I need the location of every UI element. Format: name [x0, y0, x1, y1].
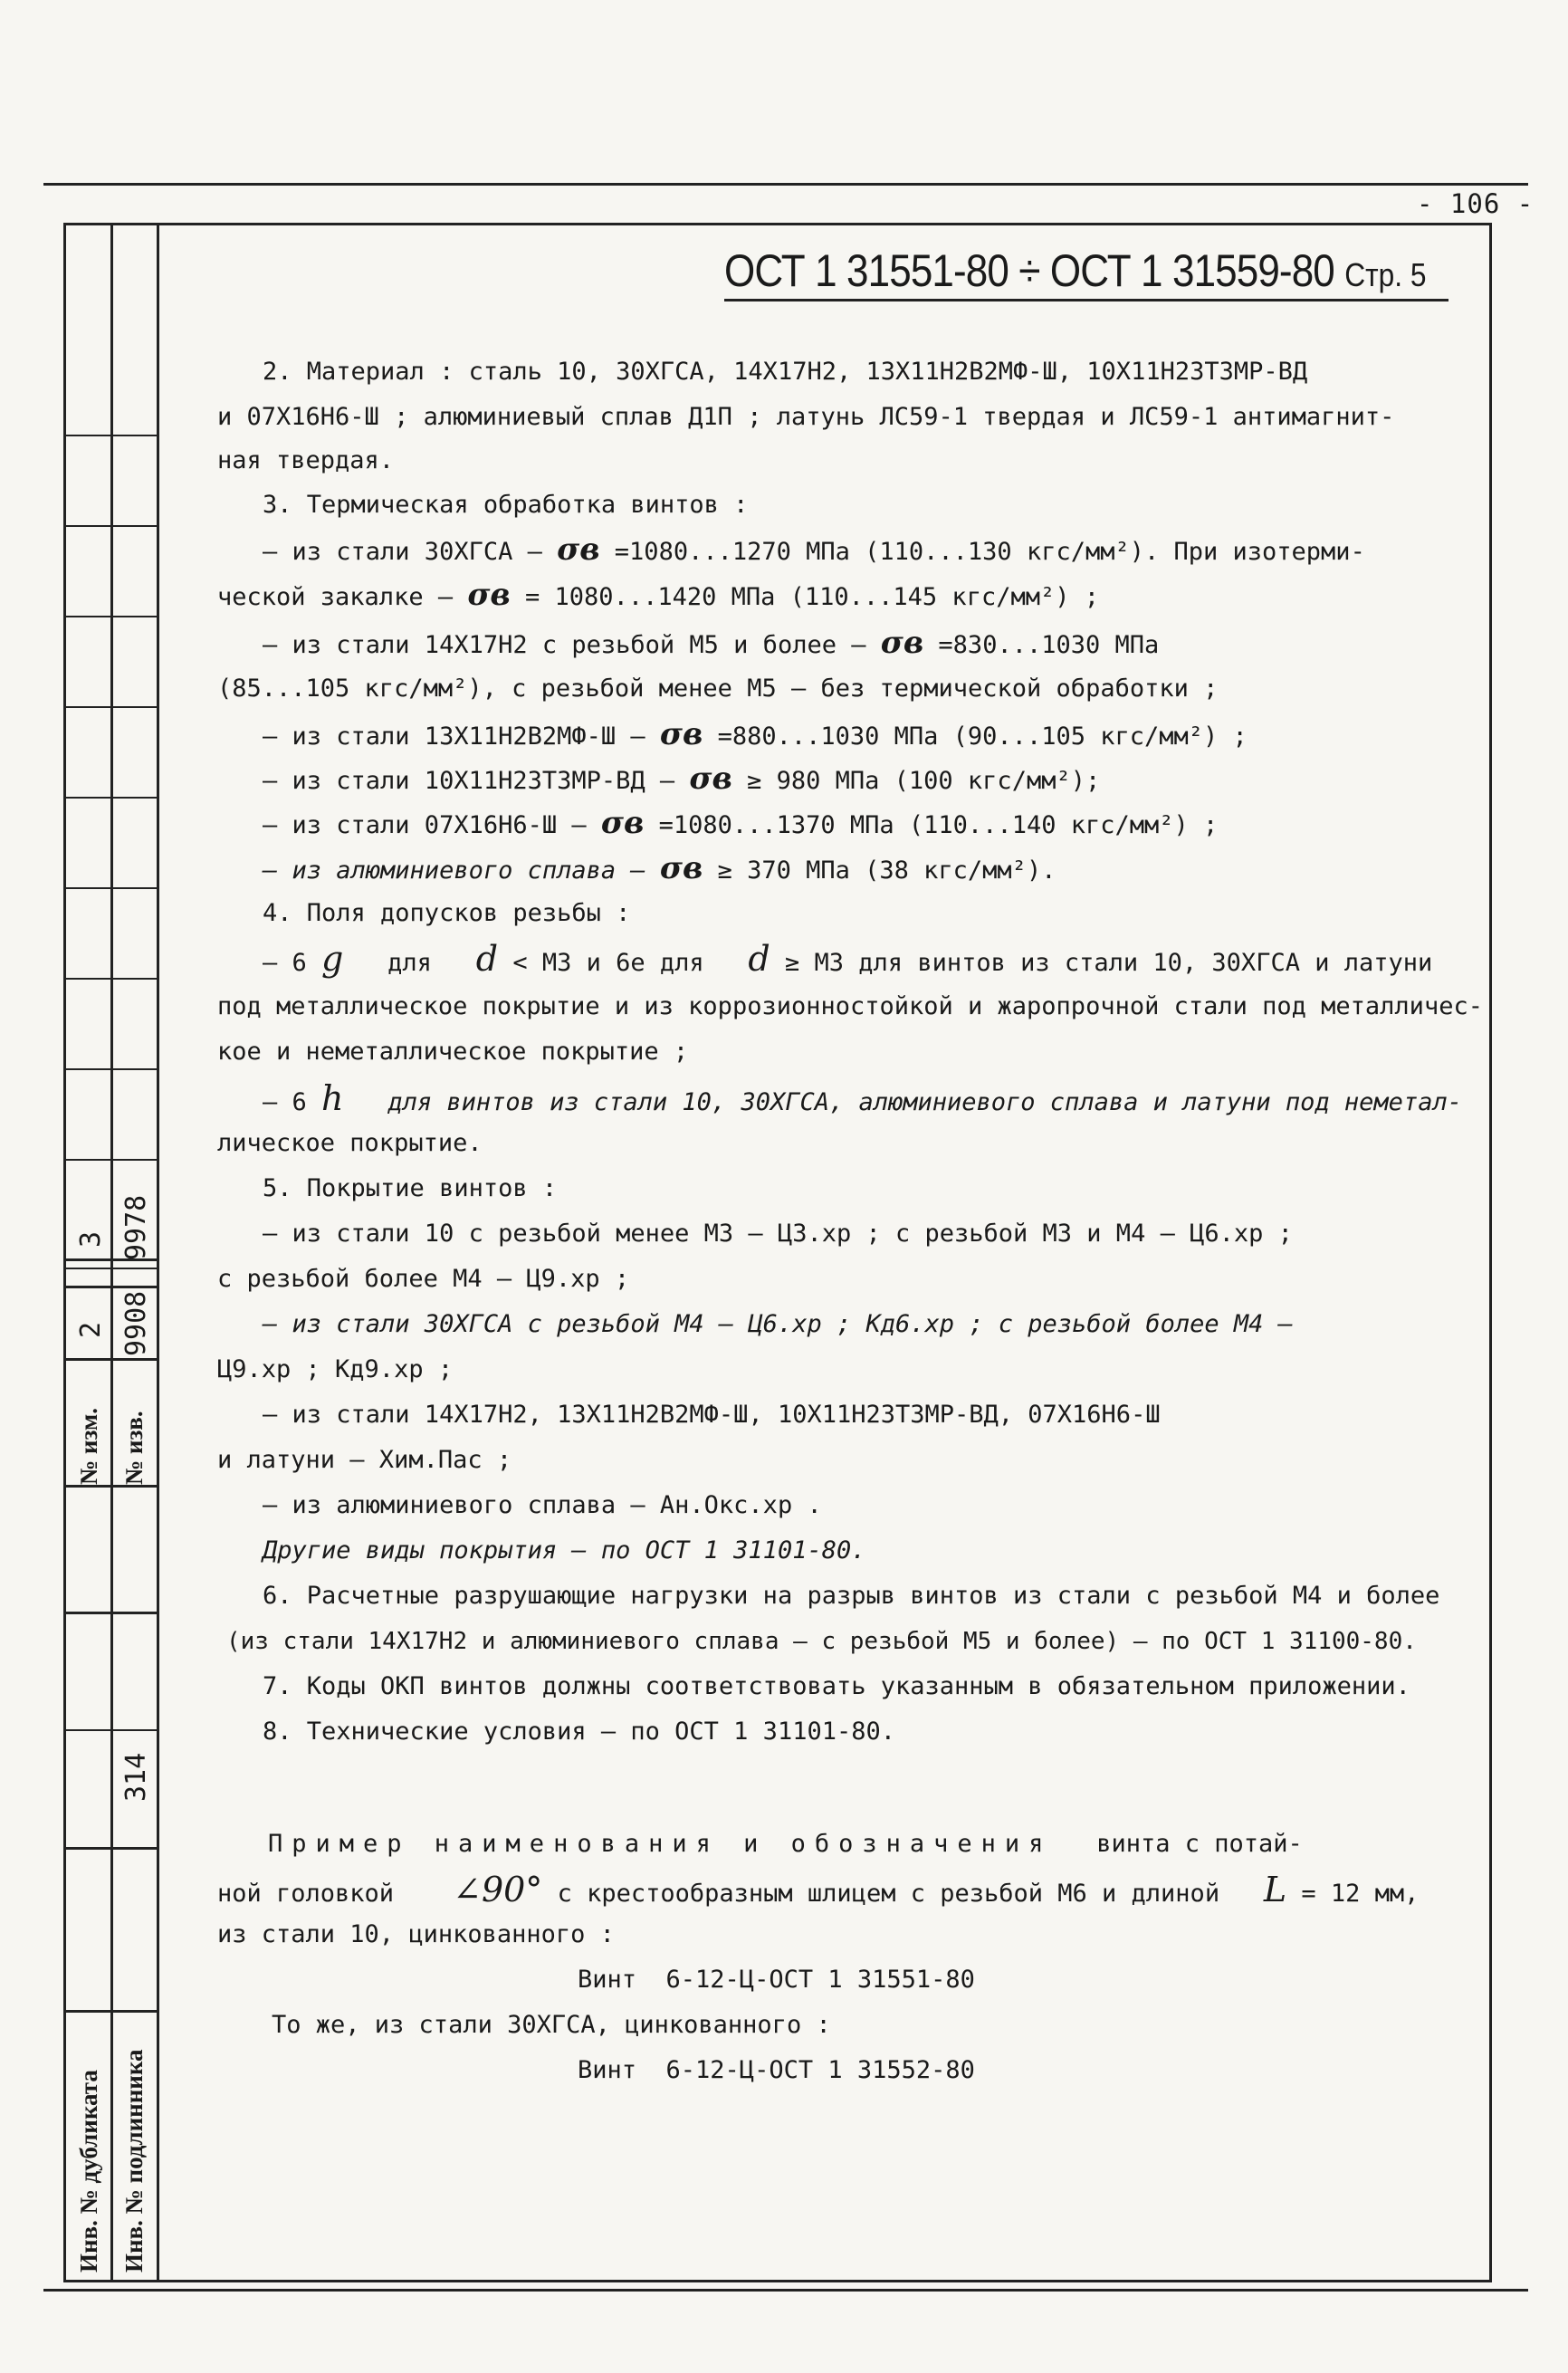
sidebar-rule: [63, 978, 158, 980]
change-number-label: № изм.: [75, 1407, 102, 1485]
text-line: =880...1030 МПа (90...105 кгс/мм²) ;: [717, 722, 1248, 751]
text-line: с резьбой более М4 – Ц9.хр ;: [217, 1265, 630, 1293]
text-line: [263, 850, 1056, 886]
text-line: для винтов из стали 10, 30ХГСА, алюминиевого сплава и латуни под неметал-: [387, 1088, 1462, 1116]
text-line: 5. Покрытие винтов :: [263, 1174, 558, 1202]
text-line: То же, из стали 30ХГСА, цинкованного :: [272, 2011, 831, 2039]
sidebar-rule: [63, 1485, 158, 1488]
text-line: Другие виды покрытия – по ОСТ 1 31101-80.: [263, 1536, 866, 1564]
text-line: [217, 402, 1394, 433]
original-inventory-label: Инв. № подлинника: [120, 2049, 148, 2273]
diameter-symbol: d: [748, 939, 770, 979]
sidebar-rule: [63, 1068, 158, 1070]
designation-example: Винт 6-12-Ц-ОСТ 1 31552-80: [578, 2056, 975, 2084]
text-line: (из стали 14Х17Н2 и алюминиевого сплава – с резьбой М5 и более) – по ОСТ 1 31100-80.: [226, 1628, 1417, 1655]
text-line: ≥ М3 для винтов из стали 10, 30ХГСА и латуни: [785, 949, 1433, 977]
text-line: – из стали 13Х11Н2В2МФ-Ш –: [263, 722, 645, 751]
bottom-rule: [43, 2289, 1528, 2292]
text-line: – из алюминиевого сплава –: [263, 856, 645, 885]
standard-range: ОСТ 1 31551-80 ÷ ОСТ 1 31559-80: [724, 245, 1334, 296]
sigma-symbol: σв: [689, 761, 732, 797]
sidebar-rule: [63, 1847, 158, 1850]
sigma-symbol: σв: [659, 850, 703, 886]
text-line: 3. Термическая обработка винтов :: [263, 491, 749, 519]
frame-right-border: [1489, 223, 1492, 2282]
original-inventory-number: 314: [120, 1752, 152, 1802]
text-line: из стали 10, цинкованного :: [217, 1920, 615, 1948]
sidebar-rule: [63, 1159, 158, 1161]
text-line: ная твердая.: [217, 446, 395, 474]
text-line: [263, 716, 1248, 752]
sigma-symbol: σв: [880, 625, 924, 661]
doc-number-9978: 9978: [120, 1194, 152, 1260]
change-number-2: 2: [75, 1321, 107, 1338]
text-line: 7. Коды ОКП винтов должны соответствовать указанным в обязательном приложении.: [263, 1672, 1410, 1700]
sigma-symbol: σв: [557, 531, 600, 568]
example-heading: Пример наименования и обозначения: [268, 1830, 1053, 1858]
sidebar-rule: [63, 1358, 158, 1361]
text-line: [263, 627, 1159, 661]
sigma-symbol: σв: [467, 577, 511, 613]
text-line: =1080...1270 МПа (110...130 кгс/мм²). При изотерми-: [614, 538, 1365, 566]
doc-number-label: № изв.: [120, 1411, 148, 1485]
text-line: – из стали 30ХГСА –: [263, 538, 542, 566]
doc-number-9908: 9908: [120, 1290, 152, 1356]
duplicate-inventory-label: Инв. № дубликата: [75, 2070, 102, 2273]
text-line: [263, 1078, 1462, 1118]
text-line: [217, 579, 1099, 613]
text-line: = 12 мм,: [1301, 1880, 1420, 1908]
text-line: – из стали 10Х11Н23Т3МР-ВД –: [263, 767, 675, 795]
text-line: [263, 805, 1219, 841]
text-line: – из стали 14Х17Н2, 13Х11Н2В2МФ-Ш, 10Х11Н23Т3МР-ВД, 07Х16Н6-Ш: [263, 1401, 1161, 1429]
sidebar-rule: [63, 706, 158, 708]
sidebar-rule: [63, 887, 158, 889]
text-line: для: [387, 949, 432, 977]
title-underline: [724, 299, 1448, 301]
sidebar-rule: [63, 2010, 158, 2013]
text-line: =1080...1370 МПа (110...140 кгс/мм²) ;: [658, 811, 1219, 839]
text-line: [268, 1829, 1303, 1860]
tolerance-symbol: g: [321, 939, 344, 979]
sheet-number: Стр. 5: [1344, 256, 1427, 293]
designation-example: Винт 6-12-Ц-ОСТ 1 31551-80: [578, 1966, 975, 1994]
text-line: [263, 939, 1433, 979]
sidebar-rule: [63, 435, 158, 436]
sidebar-rule: [63, 525, 158, 527]
text-line: – из стали 07Х16Н6-Ш –: [263, 811, 587, 839]
text-line: под металлическое покрытие и из коррозионностойкой и жаропрочной стали под металличес-: [217, 992, 1483, 1020]
text-line: [263, 531, 1365, 568]
sigma-symbol: σв: [600, 805, 645, 841]
text-line: ≥ 980 МПа (100 кгс/мм²);: [747, 767, 1101, 795]
page-number: - 106 -: [1417, 188, 1535, 219]
sidebar-rule: [63, 1612, 158, 1614]
top-rule: [43, 183, 1528, 186]
frame-bottom-border: [63, 2280, 1492, 2282]
sidebar-rule: [63, 1268, 158, 1269]
text-line: – из стали 10 с резьбой менее М3 – Ц3.хр ; с резьбой М3 и М4 – Ц6.хр ;: [263, 1220, 1293, 1248]
text-line: – из стали 14Х17Н2 с резьбой М5 и более –: [263, 631, 866, 659]
text-line: лическое покрытие.: [217, 1129, 483, 1157]
text-line: < М3 и 6е для: [512, 949, 704, 977]
text-line: – 6: [263, 1088, 307, 1116]
frame-left-border: [63, 223, 66, 2282]
text-line: 6. Расчетные разрушающие нагрузки на разрыв винтов из стали с резьбой М4 и более: [263, 1582, 1440, 1610]
text-line: и латуни – Хим.Пас ;: [217, 1446, 512, 1474]
text-line: 4. Поля допусков резьбы :: [263, 899, 631, 927]
text-line: с крестообразным шлицем с резьбой М6 и длиной: [557, 1880, 1220, 1908]
page-title: [724, 244, 1426, 297]
content-left-border: [157, 223, 159, 2282]
text-line: – 6: [263, 949, 307, 977]
sidebar-rule: [63, 1286, 158, 1288]
text-line: – из алюминиевого сплава – Ан.Окс.хр .: [263, 1491, 822, 1519]
text-line: и 07Х16Н6-Ш ; алюминиевый сплав Д1П ; латунь ЛС59-1 твердая и ЛС59-1 антимагнит-: [217, 403, 1395, 431]
text-line: ной головкой: [217, 1880, 395, 1908]
text-line: 2. Материал : сталь 10, 30ХГСА, 14Х17Н2, 13Х11Н2В2МФ-Ш, 10Х11Н23Т3МР-ВД: [263, 358, 1308, 386]
tolerance-symbol: h: [321, 1078, 344, 1118]
sidebar-rule: [63, 797, 158, 799]
frame-top-border: [63, 223, 1492, 225]
sidebar-rule: [63, 1729, 158, 1731]
text-line: =830...1030 МПа: [938, 631, 1160, 659]
text-line: ≥ 370 МПа (38 кгс/мм²).: [717, 856, 1056, 885]
text-line: ческой закалке –: [217, 583, 454, 611]
text-line: = 1080...1420 МПа (110...145 кгс/мм²) ;: [525, 583, 1099, 611]
text-line: 8. Технические условия – по ОСТ 1 31101-80.: [263, 1718, 895, 1746]
text-line: винта с потай-: [1096, 1830, 1303, 1858]
text-line: [217, 1870, 1420, 1909]
change-number-3: 3: [75, 1230, 107, 1248]
angle-symbol: ∠90°: [453, 1870, 543, 1909]
text-line: – из стали 30ХГСА с резьбой М4 – Ц6.хр ; Кд6.хр ; с резьбой более М4 –: [263, 1310, 1293, 1338]
diameter-symbol: d: [475, 939, 499, 979]
text-line: кое и неметаллическое покрытие ;: [217, 1038, 689, 1066]
sidebar-divider: [110, 223, 113, 2282]
sigma-symbol: σв: [659, 716, 703, 752]
text-line: Ц9.хр ; Кд9.хр ;: [217, 1355, 454, 1383]
text-line: [263, 763, 1100, 797]
sidebar-rule: [63, 616, 158, 617]
length-symbol: L: [1263, 1870, 1287, 1909]
text-line: (85...105 кгс/мм²), с резьбой менее М5 – без термической обработки ;: [217, 675, 1219, 703]
